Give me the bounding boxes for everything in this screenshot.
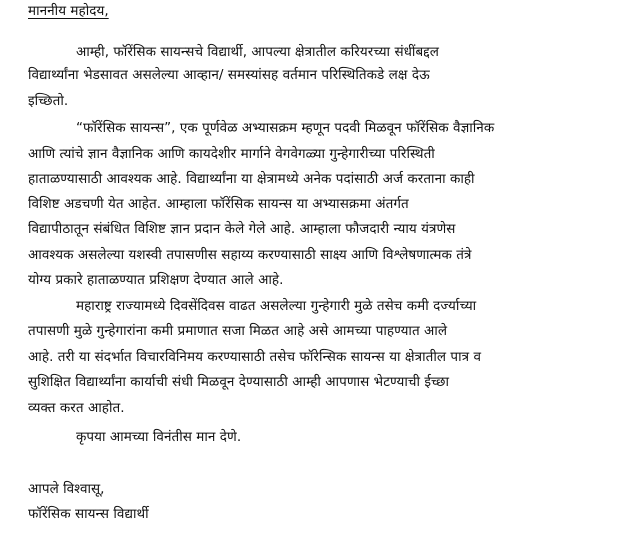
closing: आपले विश्वासू, xyxy=(28,481,105,497)
paragraph-3-line-5: व्यक्त करत आहोत. xyxy=(28,400,125,416)
paragraph-4-line-1: कृपया आमच्या विनंतीस मान देणे. xyxy=(76,429,242,445)
paragraph-2-line-2: आणि त्यांचे ज्ञान वैज्ञानिक आणि कायदेशीर मार्गाने वेगवेगळ्या गुन्हेगारीच्या परिस्थिती xyxy=(28,146,435,162)
paragraph-2-line-4: विशिष्ट अडचणी येत आहेत. आम्हाला फॉरेंसिक सायन्स या अभ्यासक्रमा अंतर्गत xyxy=(28,196,409,212)
paragraph-2-line-6: आवश्यक असलेल्या यशस्वी तपासणीस सहाय्य करण्यासाठी साक्ष्य आणि विश्लेषणात्मक तंत्रे xyxy=(28,247,472,263)
salutation: माननीय महोदय, xyxy=(28,3,109,19)
paragraph-2-line-7: योग्य प्रकारे हाताळण्यात प्रशिक्षण देण्यात आले आहे. xyxy=(28,272,284,288)
paragraph-1-line-1: आम्ही, फॉरेंसिक सायन्सचे विद्यार्थी, आपल्या क्षेत्रातील करियरच्या संधींबद्दल xyxy=(76,44,440,60)
paragraph-3-line-1: महाराष्ट्र राज्यामध्ये दिवसेंदिवस वाढत असलेल्या गुन्हेगारी मुळे तसेच कमी दर्ज्याच्या xyxy=(76,298,477,314)
paragraph-2-line-3: हाताळण्यासाठी आवश्यक आहे. विद्यार्थ्यांना या क्षेत्रामध्ये अनेक पदांसाठी अर्ज करताना काही xyxy=(28,171,475,187)
paragraph-3-line-3: आहे. तरी या संदर्भात विचारविनिमय करण्यासाठी तसेच फॉरेन्सिक सायन्स या क्षेत्रातील पात्र व xyxy=(28,349,482,365)
paragraph-1-line-2: विद्यार्थ्यांना भेडसावत असलेल्या आव्हान/ समस्यांसह वर्तमान परिस्थितिकडे लक्ष देऊ xyxy=(28,67,430,83)
paragraph-2-line-1: “फॉरेंसिक सायन्स”, एक पूर्णवेळ अभ्यासक्रम म्हणून पदवी मिळवून फॉरेंसिक वैज्ञानिक xyxy=(76,120,495,136)
paragraph-3-line-4: सुशिक्षित विद्यार्थ्यांना कार्याची संधी मिळवून देण्यासाठी आम्ही आपणास भेटण्याची ईच्छा xyxy=(28,374,450,390)
paragraph-1-line-3: इच्छितो. xyxy=(28,93,69,109)
paragraph-2-line-5: विद्यापीठातून संबंधित विशिष्ट ज्ञान प्रदान केले गेले आहे. आम्हाला फौजदारी न्याय यंत्रणेस xyxy=(28,221,456,237)
paragraph-3-line-2: तपासणी मुळे गुन्हेगारांना कमी प्रमाणात सजा मिळत आहे असे आमच्या पाहण्यात आले xyxy=(28,323,448,339)
signature: फॉरेंसिक सायन्स विद्यार्थी xyxy=(28,506,149,522)
